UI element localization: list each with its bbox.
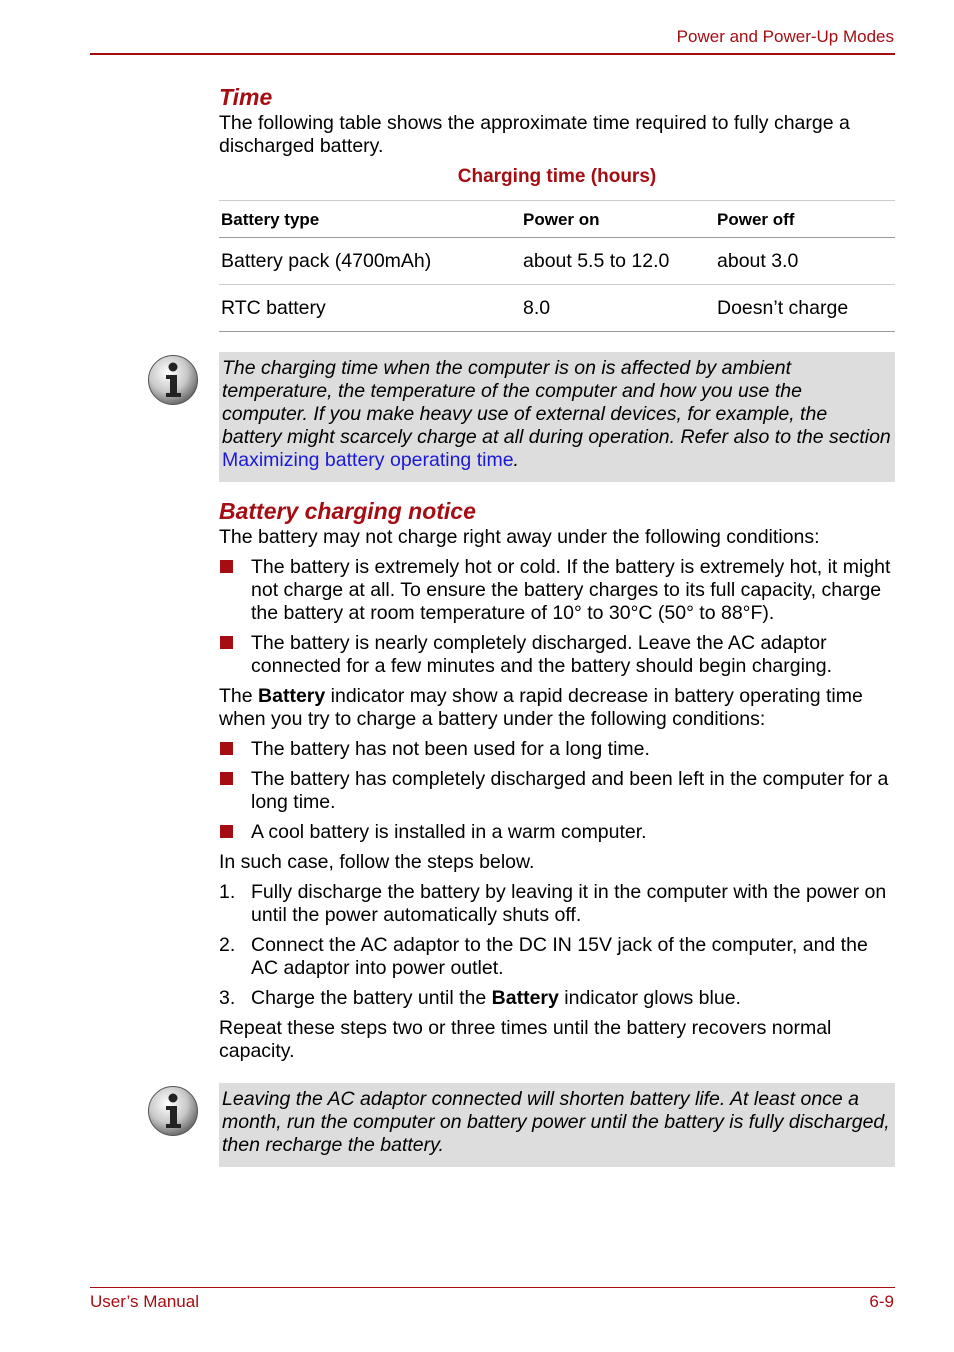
step-text: Connect the AC adaptor to the DC IN 15V jack of the computer, and the AC adaptor into power outlet.: [251, 934, 868, 979]
step-item: [219, 987, 895, 1010]
step-item: [219, 881, 895, 927]
indicator-text: The: [219, 685, 259, 707]
running-header: Power and Power-Up Modes: [676, 27, 894, 46]
column-header: Power off: [715, 201, 895, 238]
page-number: 6-9: [869, 1292, 894, 1311]
info-note-charging-time: [219, 352, 895, 482]
table-cell: RTC battery: [219, 285, 521, 332]
steps-list: [219, 881, 895, 1010]
page-content: [219, 82, 895, 1181]
header-rule: [90, 53, 895, 55]
condition-list-2: [219, 738, 895, 844]
list-item-text: A cool battery is installed in a warm computer.: [251, 821, 647, 843]
square-bullet-icon: [220, 772, 233, 785]
step-text: indicator glows blue.: [558, 987, 741, 1009]
indicator-text: indicator may show a rapid decrease in battery operating time when you try to charge a battery under the following conditions:: [219, 685, 863, 730]
notice-intro: The battery may not charge right away under the following conditions:: [219, 526, 820, 548]
square-bullet-icon: [220, 825, 233, 838]
square-bullet-icon: [220, 560, 233, 573]
repeat-paragraph: Repeat these steps two or three times until the battery recovers normal capacity.: [219, 1017, 832, 1062]
square-bullet-icon: [220, 636, 233, 649]
section-heading-battery-notice: Battery charging notice: [219, 498, 476, 524]
note-text: The charging time when the computer is on is affected by ambient temperature, the temperature of the computer and how you use the computer. If you make heavy use of external devices, for example, the battery might scarcely charge at all during operation. Refer also to the section: [222, 357, 891, 448]
table-cell: about 5.5 to 12.0: [521, 238, 715, 285]
list-item: [219, 556, 895, 625]
indicator-paragraph: [219, 685, 895, 731]
table-row: [219, 285, 895, 332]
info-icon: [147, 1085, 199, 1137]
list-item-text: The battery has completely discharged and been left in the computer for a long time.: [251, 768, 889, 813]
footer-manual-title: User’s Manual: [90, 1292, 199, 1311]
list-item: [219, 821, 895, 844]
time-intro: The following table shows the approximate time required to fully charge a discharged battery.: [219, 112, 850, 157]
table-cell: 8.0: [521, 285, 715, 332]
info-note-ac-adaptor: [219, 1083, 895, 1167]
table-cell: Doesn’t charge: [715, 285, 895, 332]
charging-time-table: [219, 200, 895, 332]
column-header: Power on: [521, 201, 715, 238]
table-cell: about 3.0: [715, 238, 895, 285]
step-number: 3.: [219, 987, 236, 1009]
maximizing-battery-link[interactable]: Maximizing battery operating time: [222, 449, 514, 471]
section-heading-time: Time: [219, 84, 273, 110]
list-item: [219, 738, 895, 761]
footer-rule: [90, 1287, 895, 1288]
list-item: [219, 632, 895, 678]
condition-list: [219, 556, 895, 678]
info-icon: [147, 354, 199, 406]
steps-intro: In such case, follow the steps below.: [219, 851, 535, 873]
table-cell: Battery pack (4700mAh): [219, 238, 521, 285]
square-bullet-icon: [220, 742, 233, 755]
table-caption: Charging time (hours): [457, 166, 657, 187]
step-number: 2.: [219, 934, 236, 956]
table-header-row: [219, 201, 895, 238]
list-item: [219, 768, 895, 814]
list-item-text: The battery is extremely hot or cold. If the battery is extremely hot, it might not charge at all. To ensure the battery charges to its full capacity, charge the battery at room temperature of 10° to 30°C (50° to 88°F).: [251, 556, 891, 624]
table-row: [219, 238, 895, 285]
step-text: Charge the battery until the: [251, 987, 492, 1009]
list-item-text: The battery has not been used for a long time.: [251, 738, 650, 760]
battery-term: Battery: [491, 987, 559, 1009]
column-header: Battery type: [219, 201, 521, 238]
list-item-text: The battery is nearly completely discharged. Leave the AC adaptor connected for a few minutes and the battery should begin charging.: [251, 632, 833, 677]
step-item: [219, 934, 895, 980]
battery-term: Battery: [258, 685, 326, 707]
step-number: 1.: [219, 881, 236, 903]
step-text: Fully discharge the battery by leaving it in the computer with the power on until the power automatically shuts off.: [251, 881, 887, 926]
note-text: Leaving the AC adaptor connected will shorten battery life. At least once a month, run the computer on battery power until the battery is fully discharged, then recharge the battery.: [222, 1088, 890, 1156]
note-text-end: .: [513, 449, 519, 471]
